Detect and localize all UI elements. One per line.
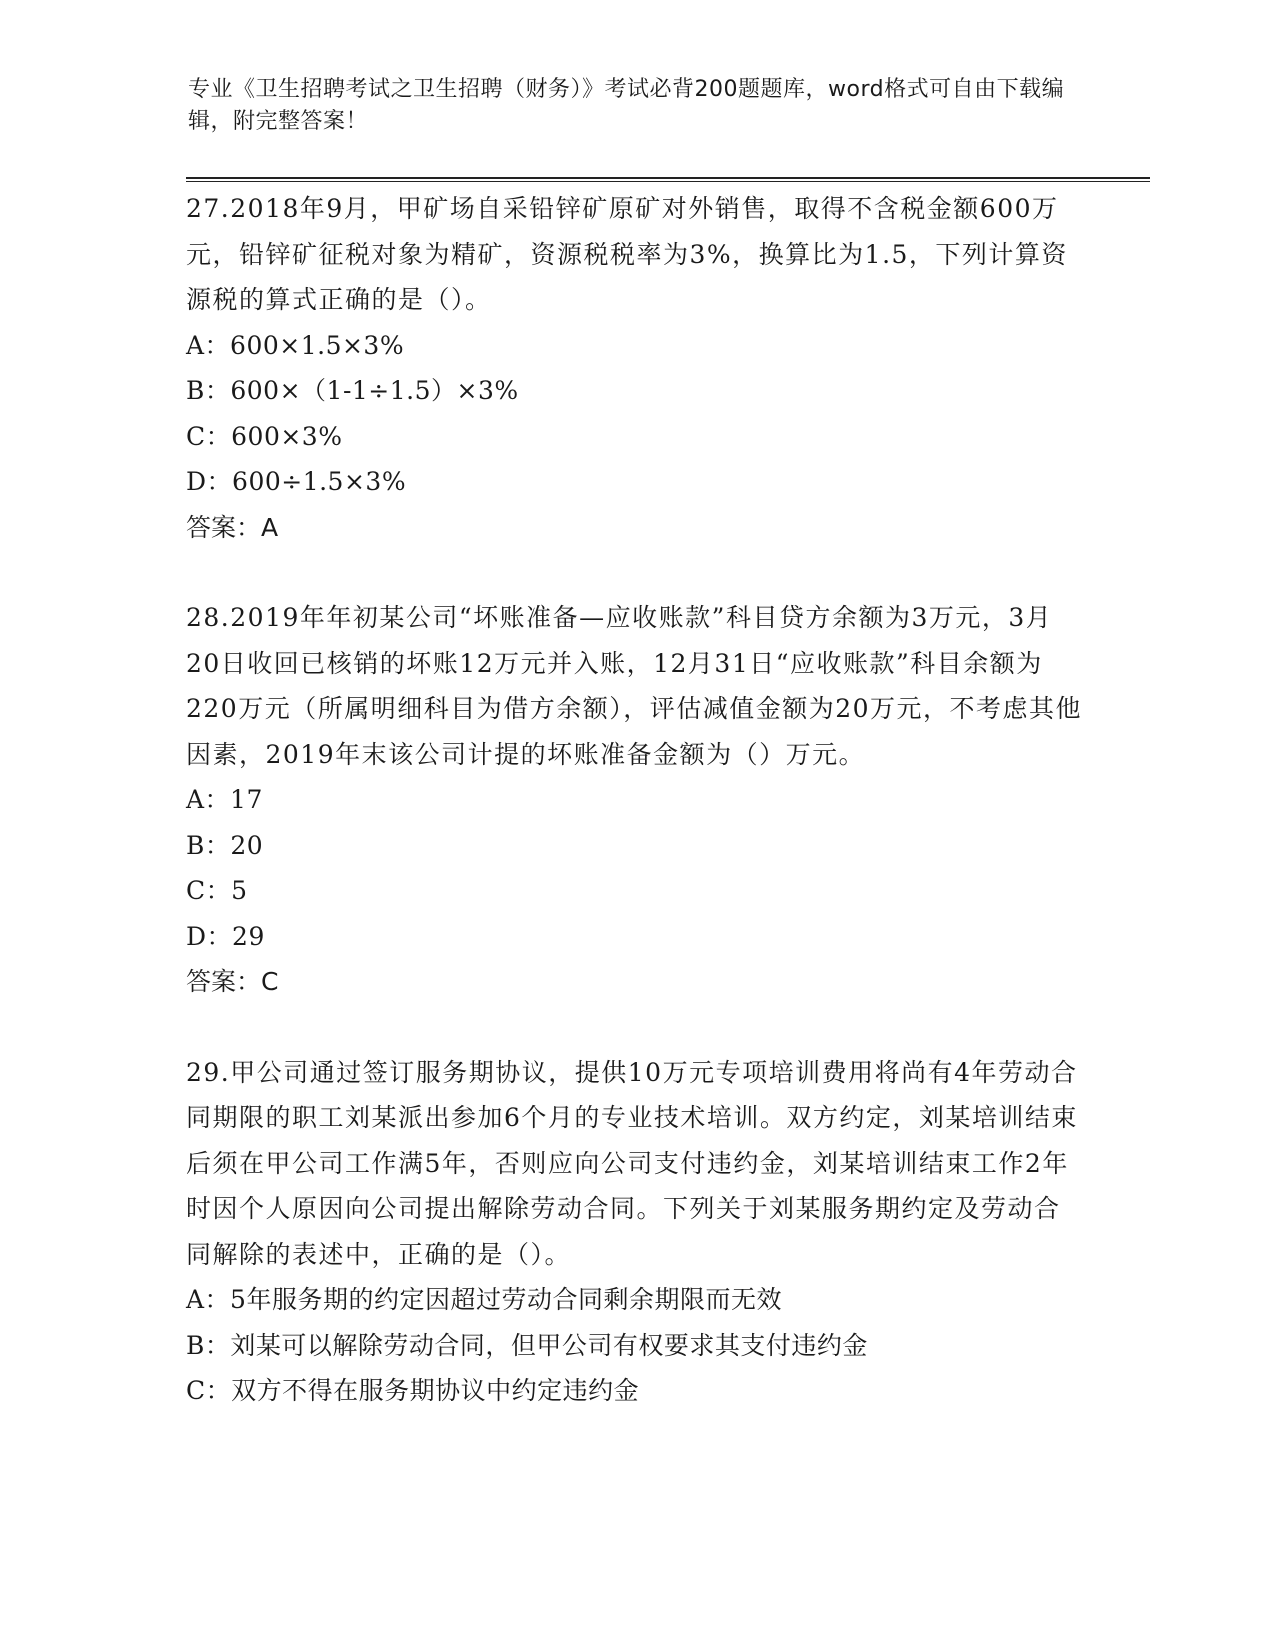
question-spacer	[186, 550, 1086, 595]
question-29	[186, 1050, 1086, 1414]
answer-line: 答案：A	[186, 512, 279, 542]
question-stem: 27.2018年9月，甲矿场自采铅锌矿原矿对外销售，取得不含税金额600万元，铅锌矿征税对象为精矿，资源税税率为3%，换算比为1.5，下列计算资源税的算式正确的是（）。	[186, 194, 1068, 314]
document-header: 专业《卫生招聘考试之卫生招聘（财务）》考试必背200题题库，word格式可自由下载编辑，附完整答案！	[188, 77, 1065, 134]
option-c: C：双方不得在服务期协议中约定违约金	[186, 1376, 640, 1405]
option-c: C：600×3%	[186, 421, 343, 451]
question-27	[186, 186, 1086, 550]
option-a: A：5年服务期的约定因超过劳动合同剩余期限而无效	[186, 1285, 782, 1314]
header-rule-thick	[186, 177, 1150, 179]
option-b: B：600×（1-1÷1.5）×3%	[186, 376, 519, 405]
answer-line: 答案：C	[186, 967, 279, 996]
header-rule-thin	[186, 181, 1150, 182]
option-b: B：刘某可以解除劳动合同，但甲公司有权要求其支付违约金	[186, 1330, 868, 1360]
option-d: D：29	[186, 921, 265, 951]
option-b: B：20	[186, 830, 264, 860]
question-stem: 29.甲公司通过签订服务期协议，提供10万元专项培训费用将尚有4年劳动合同期限的职工刘某派出参加6个月的专业技术培训。双方约定，刘某培训结束后须在甲公司工作满5年，否则应向公司支付违约金，刘某培训结束工作2年时因个人原因向公司提出解除劳动合同。下列关于刘某服务期约定及劳动合同解除的表述中，正确的是（）。	[186, 1057, 1078, 1269]
question-28	[186, 595, 1086, 1005]
question-spacer	[186, 1005, 1086, 1050]
option-a: A：17	[186, 785, 263, 814]
option-d: D：600÷1.5×3%	[186, 467, 407, 496]
option-c: C：5	[186, 876, 248, 905]
question-stem: 28.2019年年初某公司“坏账准备—应收账款”科目贷方余额为3万元，3月20日收回已核销的坏账12万元并入账，12月31日“应收账款”科目余额为220万元（所属明细科目为借方余额），评估减值金额为20万元，不考虑其他因素，2019年末该公司计提的坏账准备金额为（）万元。	[186, 603, 1083, 769]
option-a: A：600×1.5×3%	[186, 330, 405, 360]
question-list	[186, 186, 1086, 1414]
